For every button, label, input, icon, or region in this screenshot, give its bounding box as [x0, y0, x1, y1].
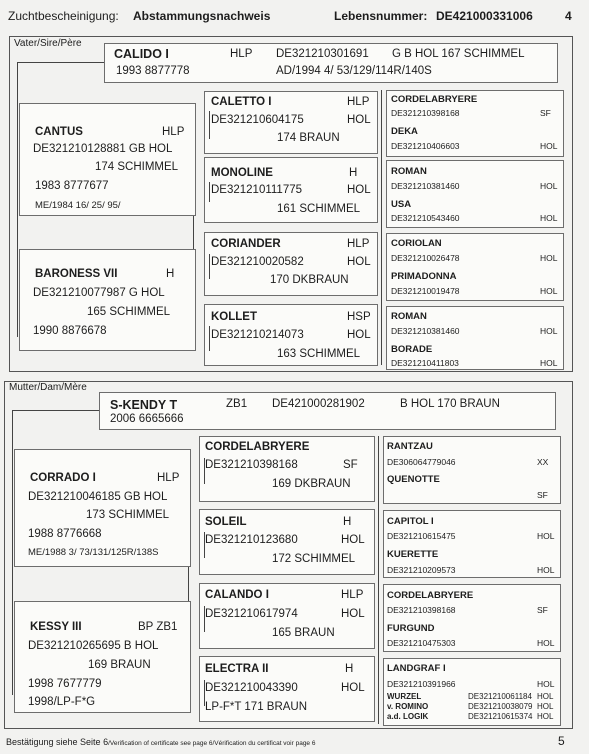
g2-dam-0-size: 169 DKBRAUN — [272, 478, 351, 490]
g3-sire-7-id: DE321210411803 — [391, 358, 459, 368]
g3-dam-2-code: HOL — [537, 531, 555, 541]
g1-dam-top-perf: ME/1988 3/ 73/131/125R/138S — [28, 547, 159, 558]
g3-sire-1-code: HOL — [540, 141, 558, 151]
header-prefix: Zuchtbescheinigung: — [8, 9, 119, 23]
g2-sire-2-reg: HOL — [347, 256, 371, 268]
g2-sire-0-id: DE321210604175 — [211, 114, 304, 126]
g2-dam-3-reg: HOL — [341, 682, 365, 694]
g1-dam-top-code: HLP — [157, 472, 180, 484]
g2-dam-1-size: 172 SCHIMMEL — [272, 553, 356, 565]
g2-sire-0-code: HLP — [347, 96, 370, 108]
g3-dam-extra-0-label: WURZEL — [387, 692, 422, 701]
sire-name: CALIDO I — [114, 47, 169, 61]
connector — [17, 62, 18, 337]
g3-dam-0-name: RANTZAU — [387, 441, 433, 452]
g1-sire-bot-size: 165 SCHIMMEL — [87, 306, 171, 318]
g3-dam-4-id: DE321210398168 — [387, 605, 456, 615]
connector — [378, 436, 379, 724]
g3-dam-3-code: HOL — [537, 565, 555, 575]
g2-sire-3-reg: HOL — [347, 329, 371, 341]
connector — [204, 532, 205, 558]
g3-dam-extra-1-id: DE321210038079 — [468, 702, 533, 711]
g1-sire-top-id: DE321210128881 GB HOL — [33, 143, 173, 155]
g2-dam-1-name: SOLEIL — [205, 516, 247, 528]
g2-sire-1-code: H — [349, 167, 358, 179]
g3-dam-3-name: KUERETTE — [387, 549, 439, 560]
dam-id: DE421000281902 — [272, 398, 365, 410]
g2-dam-3-id: DE321210043390 — [205, 682, 298, 694]
g2-sire-2-code: HLP — [347, 238, 370, 250]
dam-name: S-KENDY T — [110, 398, 178, 412]
connector — [12, 410, 13, 695]
g3-dam-4-code: SF — [537, 605, 548, 615]
g1-sire-top-year: 1983 8777677 — [35, 180, 109, 192]
g3-sire-3-name: USA — [391, 199, 412, 210]
connector — [209, 182, 210, 202]
g3-dam-1-code: SF — [537, 490, 548, 500]
g3-sire-0-name: CORDELABRYERE — [391, 94, 478, 105]
g2-sire-0-reg: HOL — [347, 114, 371, 126]
g3-dam-6-name: LANDGRAF I — [387, 663, 446, 674]
g3-dam-2-id: DE321210615475 — [387, 531, 456, 541]
g3-sire-4-code: HOL — [540, 253, 558, 263]
g3-dam-6-id: DE321210391966 — [387, 679, 456, 689]
g3-dam-1-name: QUENOTTE — [387, 474, 440, 485]
g1-sire-bot-year: 1990 8876678 — [33, 325, 107, 337]
g2-dam-3-name: ELECTRA II — [205, 663, 269, 675]
g1-sire-top-name: CANTUS — [35, 126, 83, 138]
g2-sire-3-id: DE321210214073 — [211, 329, 304, 341]
g3-dam-extra-0-code: HOL — [537, 692, 554, 701]
g2-dam-1-code: H — [343, 516, 352, 528]
g3-sire-2-code: HOL — [540, 181, 558, 191]
g1-dam-bot-size: 169 BRAUN — [88, 659, 151, 671]
g2-dam-2-name: CALANDO I — [205, 589, 269, 601]
sire-year: 1993 8877778 — [116, 65, 190, 77]
g1-dam-top-size: 173 SCHIMMEL — [86, 509, 170, 521]
g1-sire-bot-code: H — [166, 268, 175, 280]
g3-sire-2-name: ROMAN — [391, 166, 427, 177]
g3-sire-7-name: BORADE — [391, 344, 433, 355]
connector — [204, 458, 205, 484]
g3-dam-6-code: HOL — [537, 679, 555, 689]
g2-dam-1-reg: HOL — [341, 534, 365, 546]
g2-dam-0-code: SF — [343, 459, 358, 471]
sire-extra: G B HOL 167 SCHIMMEL — [392, 48, 525, 60]
g3-dam-4-name: CORDELABRYERE — [387, 590, 474, 601]
g3-sire-4-id: DE321210026478 — [391, 253, 460, 263]
g3-dam-5-code: HOL — [537, 638, 555, 648]
g2-sire-2-id: DE321210020582 — [211, 256, 304, 268]
g3-dam-extra-2-code: HOL — [537, 712, 554, 721]
g3-sire-6-id: DE321210381460 — [391, 326, 460, 336]
header-title: Abstammungsnachweis — [133, 9, 271, 23]
g2-sire-3-size: 163 SCHIMMEL — [277, 348, 361, 360]
g3-dam-5-name: FURGUND — [387, 623, 435, 634]
g3-dam-2-name: CAPITOL I — [387, 516, 434, 527]
dam-section-label: Mutter/Dam/Mère — [9, 382, 87, 393]
sire-breed: HLP — [230, 48, 253, 60]
connector — [209, 111, 210, 139]
connector — [204, 606, 205, 632]
connector — [17, 62, 104, 63]
g2-dam-0-id: DE321210398168 — [205, 459, 298, 471]
dam-extra: B HOL 170 BRAUN — [400, 398, 500, 410]
g2-dam-0-name: CORDELABRYERE — [205, 441, 310, 453]
g2-dam-2-reg: HOL — [341, 608, 365, 620]
g3-sire-1-name: DEKA — [391, 126, 418, 137]
life-number: DE421000331006 — [436, 9, 533, 23]
dam-year: 2006 6665666 — [110, 413, 184, 425]
g2-sire-1-reg: HOL — [347, 184, 371, 196]
g3-dam-5-id: DE321210475303 — [387, 638, 456, 648]
page-number-bottom: 5 — [558, 734, 565, 748]
g2-dam-3-size: LP-F*T 171 BRAUN — [205, 701, 308, 713]
g3-sire-3-code: HOL — [540, 213, 558, 223]
g2-dam-3-code: H — [345, 663, 354, 675]
g3-sire-0-code: SF — [540, 108, 551, 118]
g3-sire-5-name: PRIMADONNA — [391, 271, 457, 282]
g2-sire-0-size: 174 BRAUN — [277, 132, 340, 144]
dam-breed: ZB1 — [226, 398, 248, 410]
g3-sire-1-id: DE321210406603 — [391, 141, 460, 151]
g3-sire-4-name: CORIOLAN — [391, 238, 442, 249]
g2-dam-2-code: HLP — [341, 589, 364, 601]
g1-dam-bot-code: BP ZB1 — [138, 621, 178, 633]
g2-sire-1-id: DE321210111775 — [211, 184, 303, 196]
g1-sire-bot-id: DE321210077987 G HOL — [33, 287, 165, 299]
g1-sire-top-size: 174 SCHIMMEL — [95, 161, 179, 173]
g1-sire-top-perf: ME/1984 16/ 25/ 95/ — [35, 200, 121, 211]
g2-sire-1-name: MONOLINE — [211, 167, 273, 179]
g3-dam-0-code: XX — [537, 457, 549, 467]
g3-dam-extra-2-id: DE321210615374 — [468, 712, 533, 721]
connector — [204, 680, 205, 706]
g1-dam-top-year: 1988 8776668 — [28, 528, 102, 540]
footer-small: /Verification of certificate see page 6/Vérification du certificat voir page 6 — [108, 740, 316, 747]
footer-text — [6, 737, 315, 747]
g1-dam-bot-year: 1998 7677779 — [28, 678, 102, 690]
g3-dam-extra-1-code: HOL — [537, 702, 554, 711]
g3-sire-0-id: DE321210398168 — [391, 108, 460, 118]
g3-sire-5-id: DE321210019478 — [391, 286, 460, 296]
g1-sire-top-code: HLP — [162, 126, 185, 138]
g2-sire-2-name: CORIANDER — [211, 238, 281, 250]
connector — [12, 410, 99, 411]
connector — [381, 90, 382, 365]
g3-sire-6-code: HOL — [540, 326, 558, 336]
g2-sire-3-name: KOLLET — [211, 311, 257, 323]
connector — [209, 326, 210, 351]
g3-dam-3-id: DE321210209573 — [387, 565, 456, 575]
g2-sire-2-size: 170 DKBRAUN — [270, 274, 349, 286]
g1-dam-top-name: CORRADO I — [30, 472, 96, 484]
footer-main: Bestätigung siehe Seite 6 — [6, 737, 109, 747]
sire-section-label: Vater/Sire/Père — [14, 38, 82, 49]
connector — [209, 254, 210, 279]
g1-dam-bot-perf: 1998/LP-F*G — [28, 696, 96, 708]
g2-sire-0-name: CALETTO I — [211, 96, 272, 108]
g3-sire-2-id: DE321210381460 — [391, 181, 460, 191]
g1-dam-top-id: DE321210046185 GB HOL — [28, 491, 168, 503]
g1-sire-bot-name: BARONESS VII — [35, 268, 118, 280]
sire-id: DE321210301691 — [276, 48, 369, 60]
g3-sire-7-code: HOL — [540, 358, 558, 368]
g3-dam-extra-1-label: v. ROMINO — [387, 702, 429, 711]
g2-dam-2-size: 165 BRAUN — [272, 627, 335, 639]
g3-dam-extra-2-label: a.d. LOGIK — [387, 712, 429, 721]
g2-sire-3-code: HSP — [347, 311, 371, 323]
g3-sire-6-name: ROMAN — [391, 311, 427, 322]
g3-sire-3-id: DE321210543460 — [391, 213, 460, 223]
g1-dam-bot-name: KESSY III — [30, 621, 82, 633]
g2-dam-1-id: DE321210123680 — [205, 534, 298, 546]
page-number-top: 4 — [565, 9, 572, 23]
g3-sire-5-code: HOL — [540, 286, 558, 296]
sire-perf: AD/1994 4/ 53/129/114R/140S — [276, 65, 432, 77]
g2-dam-2-id: DE321210617974 — [205, 608, 298, 620]
g2-sire-1-size: 161 SCHIMMEL — [277, 203, 361, 215]
g3-dam-0-id: DE306064779046 — [387, 457, 456, 467]
g3-dam-extra-0-id: DE321210061184 — [468, 692, 532, 701]
life-number-label: Lebensnummer: — [334, 9, 428, 23]
g1-dam-bot-id: DE321210265695 B HOL — [28, 640, 159, 652]
